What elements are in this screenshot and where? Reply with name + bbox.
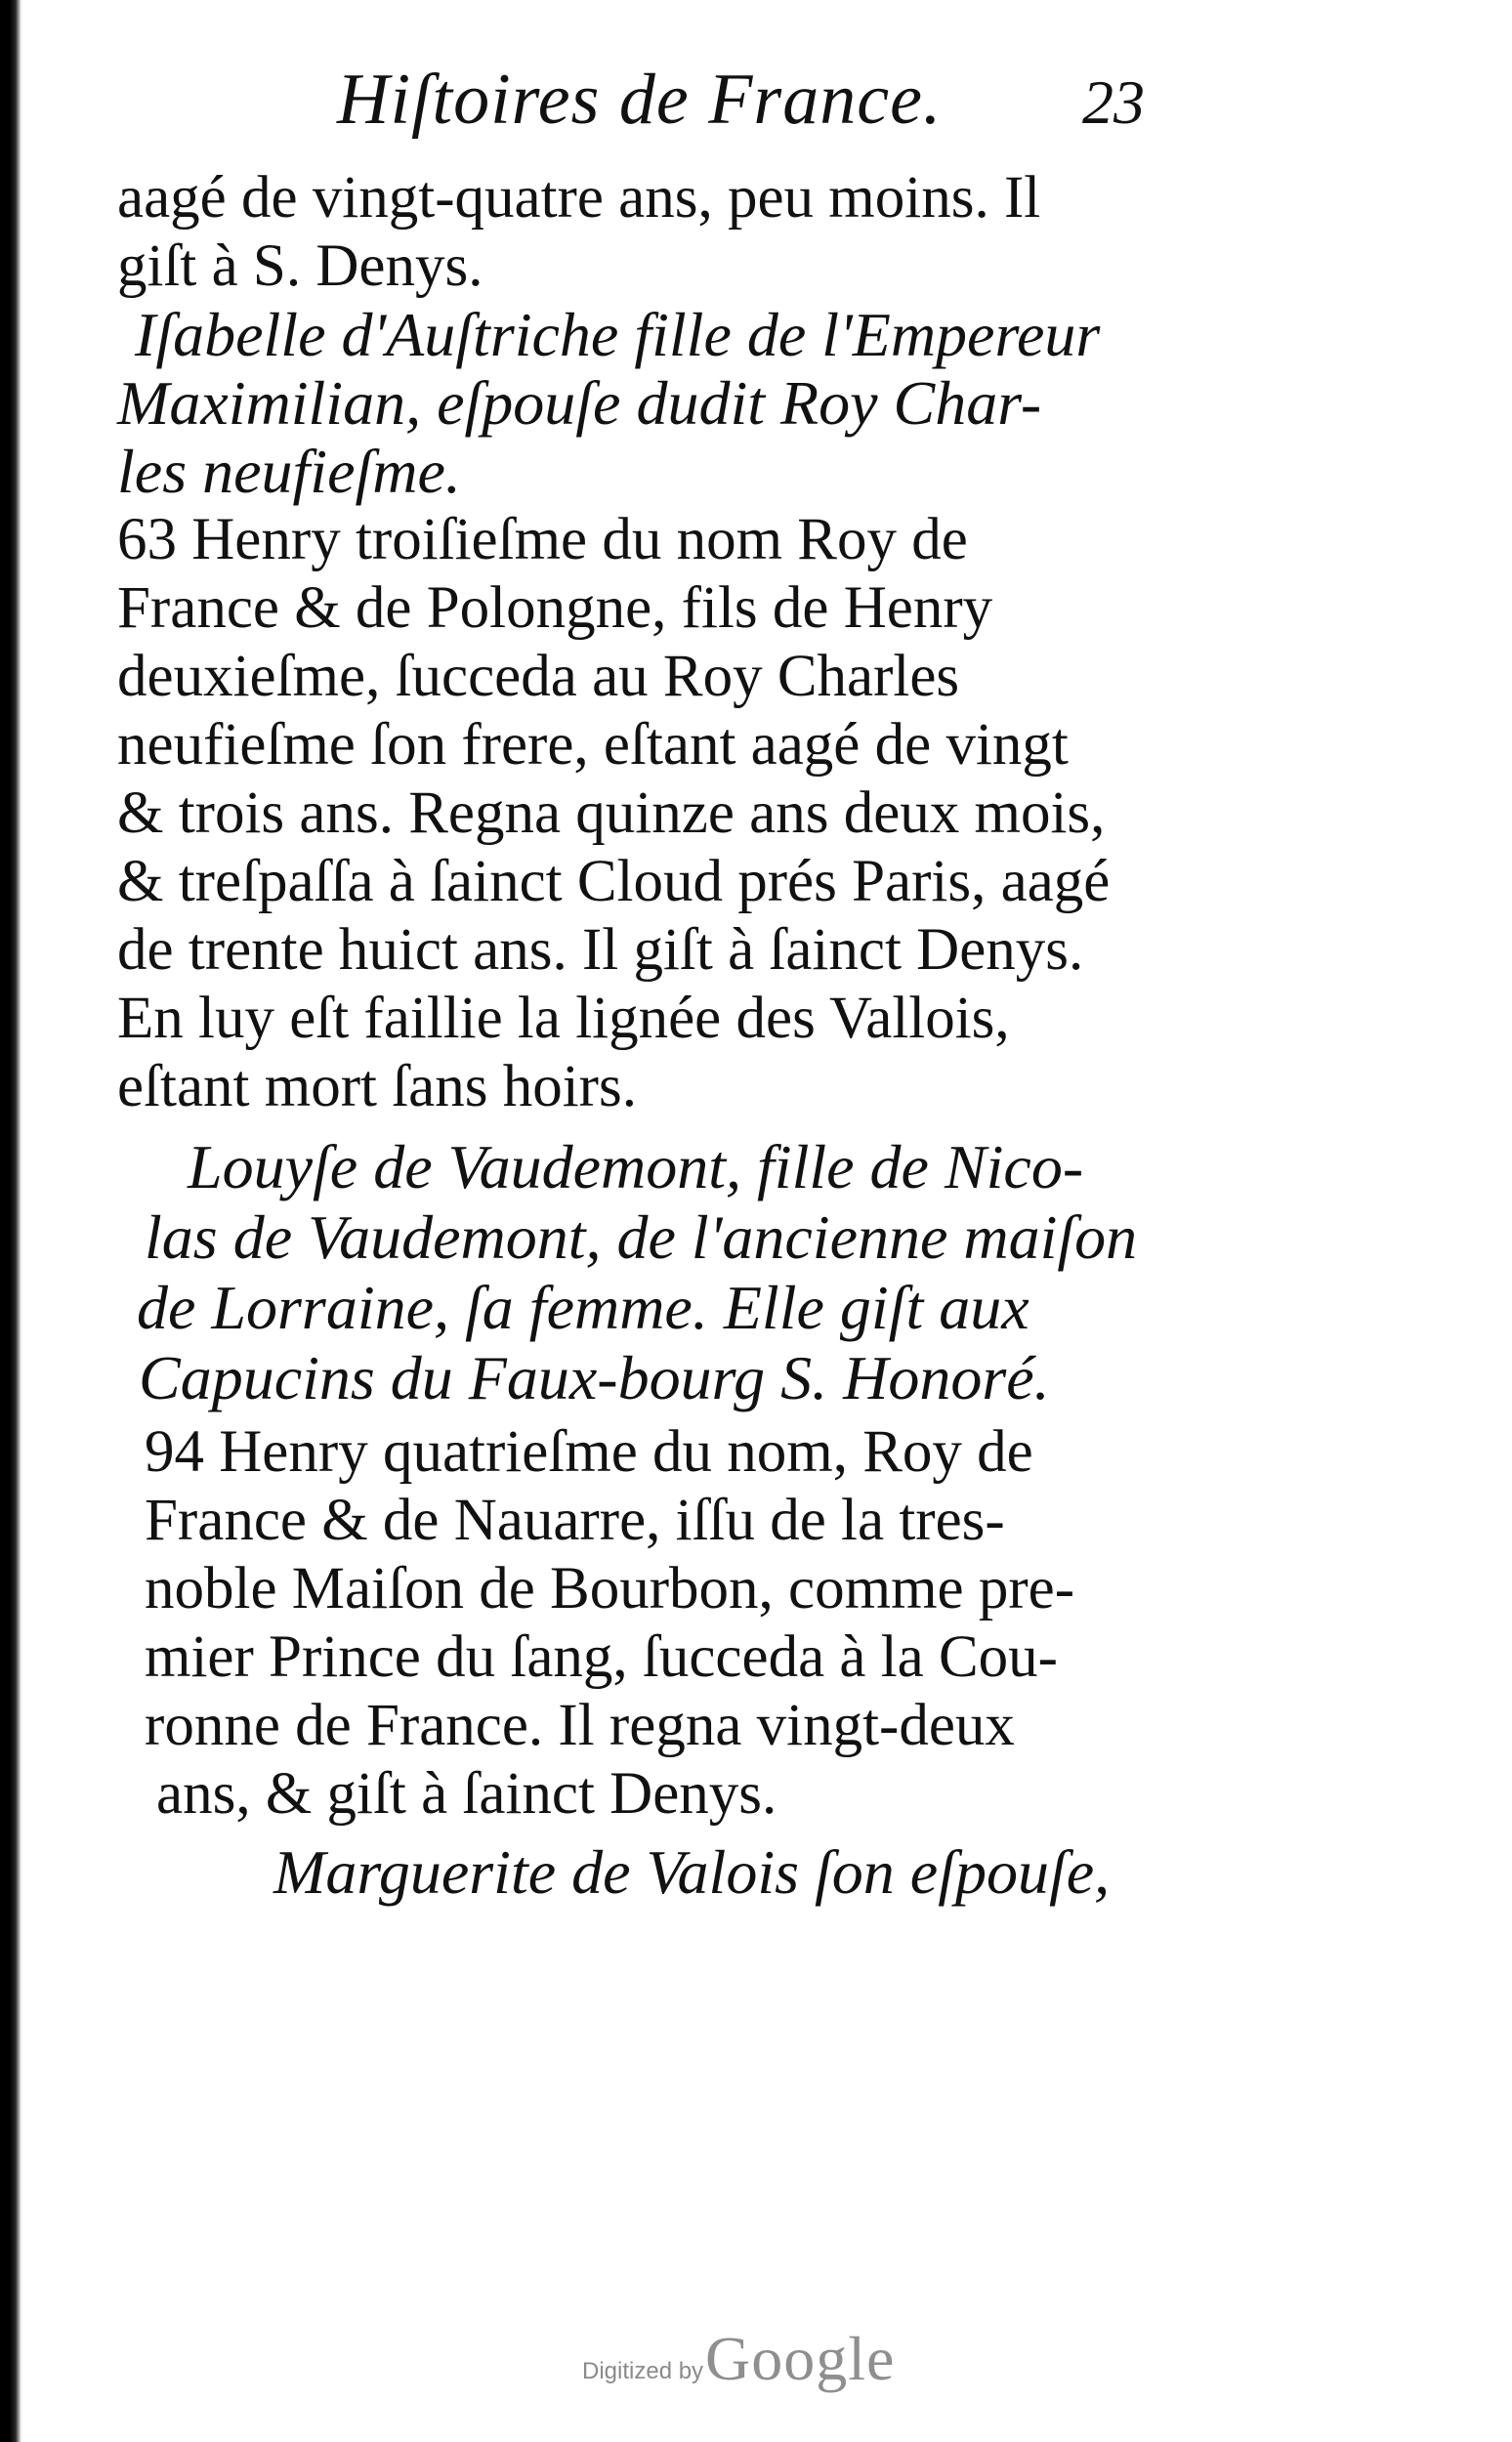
text-line: ronne de France. Il regna vingt-deux (145, 1693, 1015, 1758)
text-line: noble Maiſon de Bourbon, comme pre- (145, 1556, 1075, 1621)
book-page (117, 59, 1231, 2208)
text-line: giſt à S. Denys. (117, 233, 483, 299)
text-line: mier Prince du ſang, ſucceda à la Cou- (145, 1624, 1058, 1690)
italic-line: Marguerite de Valois ſon eſpouſe, (273, 1837, 1111, 1907)
italic-line: de Lorraine, ſa femme. Elle giſt aux (137, 1273, 1029, 1342)
text-line: France & de Nauarre, iſſu de la tres- (145, 1488, 1005, 1553)
text-line: eſtant mort ſans hoirs. (117, 1054, 637, 1119)
text-line: neufieſme ſon frere, eſtant aagé de vingt (117, 712, 1069, 778)
italic-line: las de Vaudemont, de l'ancienne maiſon (145, 1202, 1138, 1272)
italic-line: les neufieſme. (117, 437, 461, 506)
page-number: 23 (1082, 67, 1145, 137)
italic-line: Iſabelle d'Auſtriche fille de l'Empereur (135, 300, 1101, 369)
digitized-by-label: Digitized by (582, 2358, 704, 2384)
scan-edge-shadow (0, 0, 21, 2442)
italic-line: Maximilian, eſpouſe dudit Roy Char- (117, 368, 1042, 438)
text-line: aagé de vingt-quatre ans, peu moins. Il (117, 165, 1041, 231)
running-title: Hiſtoires de France. (337, 60, 943, 140)
text-line: En luy eſt faillie la lignée des Vallois, (117, 986, 1010, 1051)
text-line: de trente huict ans. Il giſt à ſainct Denys. (117, 917, 1084, 983)
text-line: France & de Polongne, fils de Henry (117, 575, 993, 641)
page-header (117, 59, 1231, 176)
italic-line: Capucins du Faux-bourg S. Honoré. (139, 1343, 1050, 1412)
digitization-footer (582, 2323, 992, 2411)
text-line: deuxieſme, ſucceda au Roy Charles (117, 644, 960, 709)
italic-line: Louyſe de Vaudemont, fille de Nico- (188, 1132, 1084, 1201)
google-logo: Google (705, 2324, 896, 2393)
text-line: & treſpaſſa à ſainct Cloud prés Paris, aagé (117, 849, 1111, 914)
text-line: 94 Henry quatrieſme du nom, Roy de (145, 1419, 1033, 1485)
text-line: ans, & giſt à ſainct Denys. (156, 1761, 777, 1827)
text-line: & trois ans. Regna quinze ans deux mois, (117, 780, 1106, 846)
text-line: 63 Henry troiſieſme du nom Roy de (117, 507, 968, 572)
